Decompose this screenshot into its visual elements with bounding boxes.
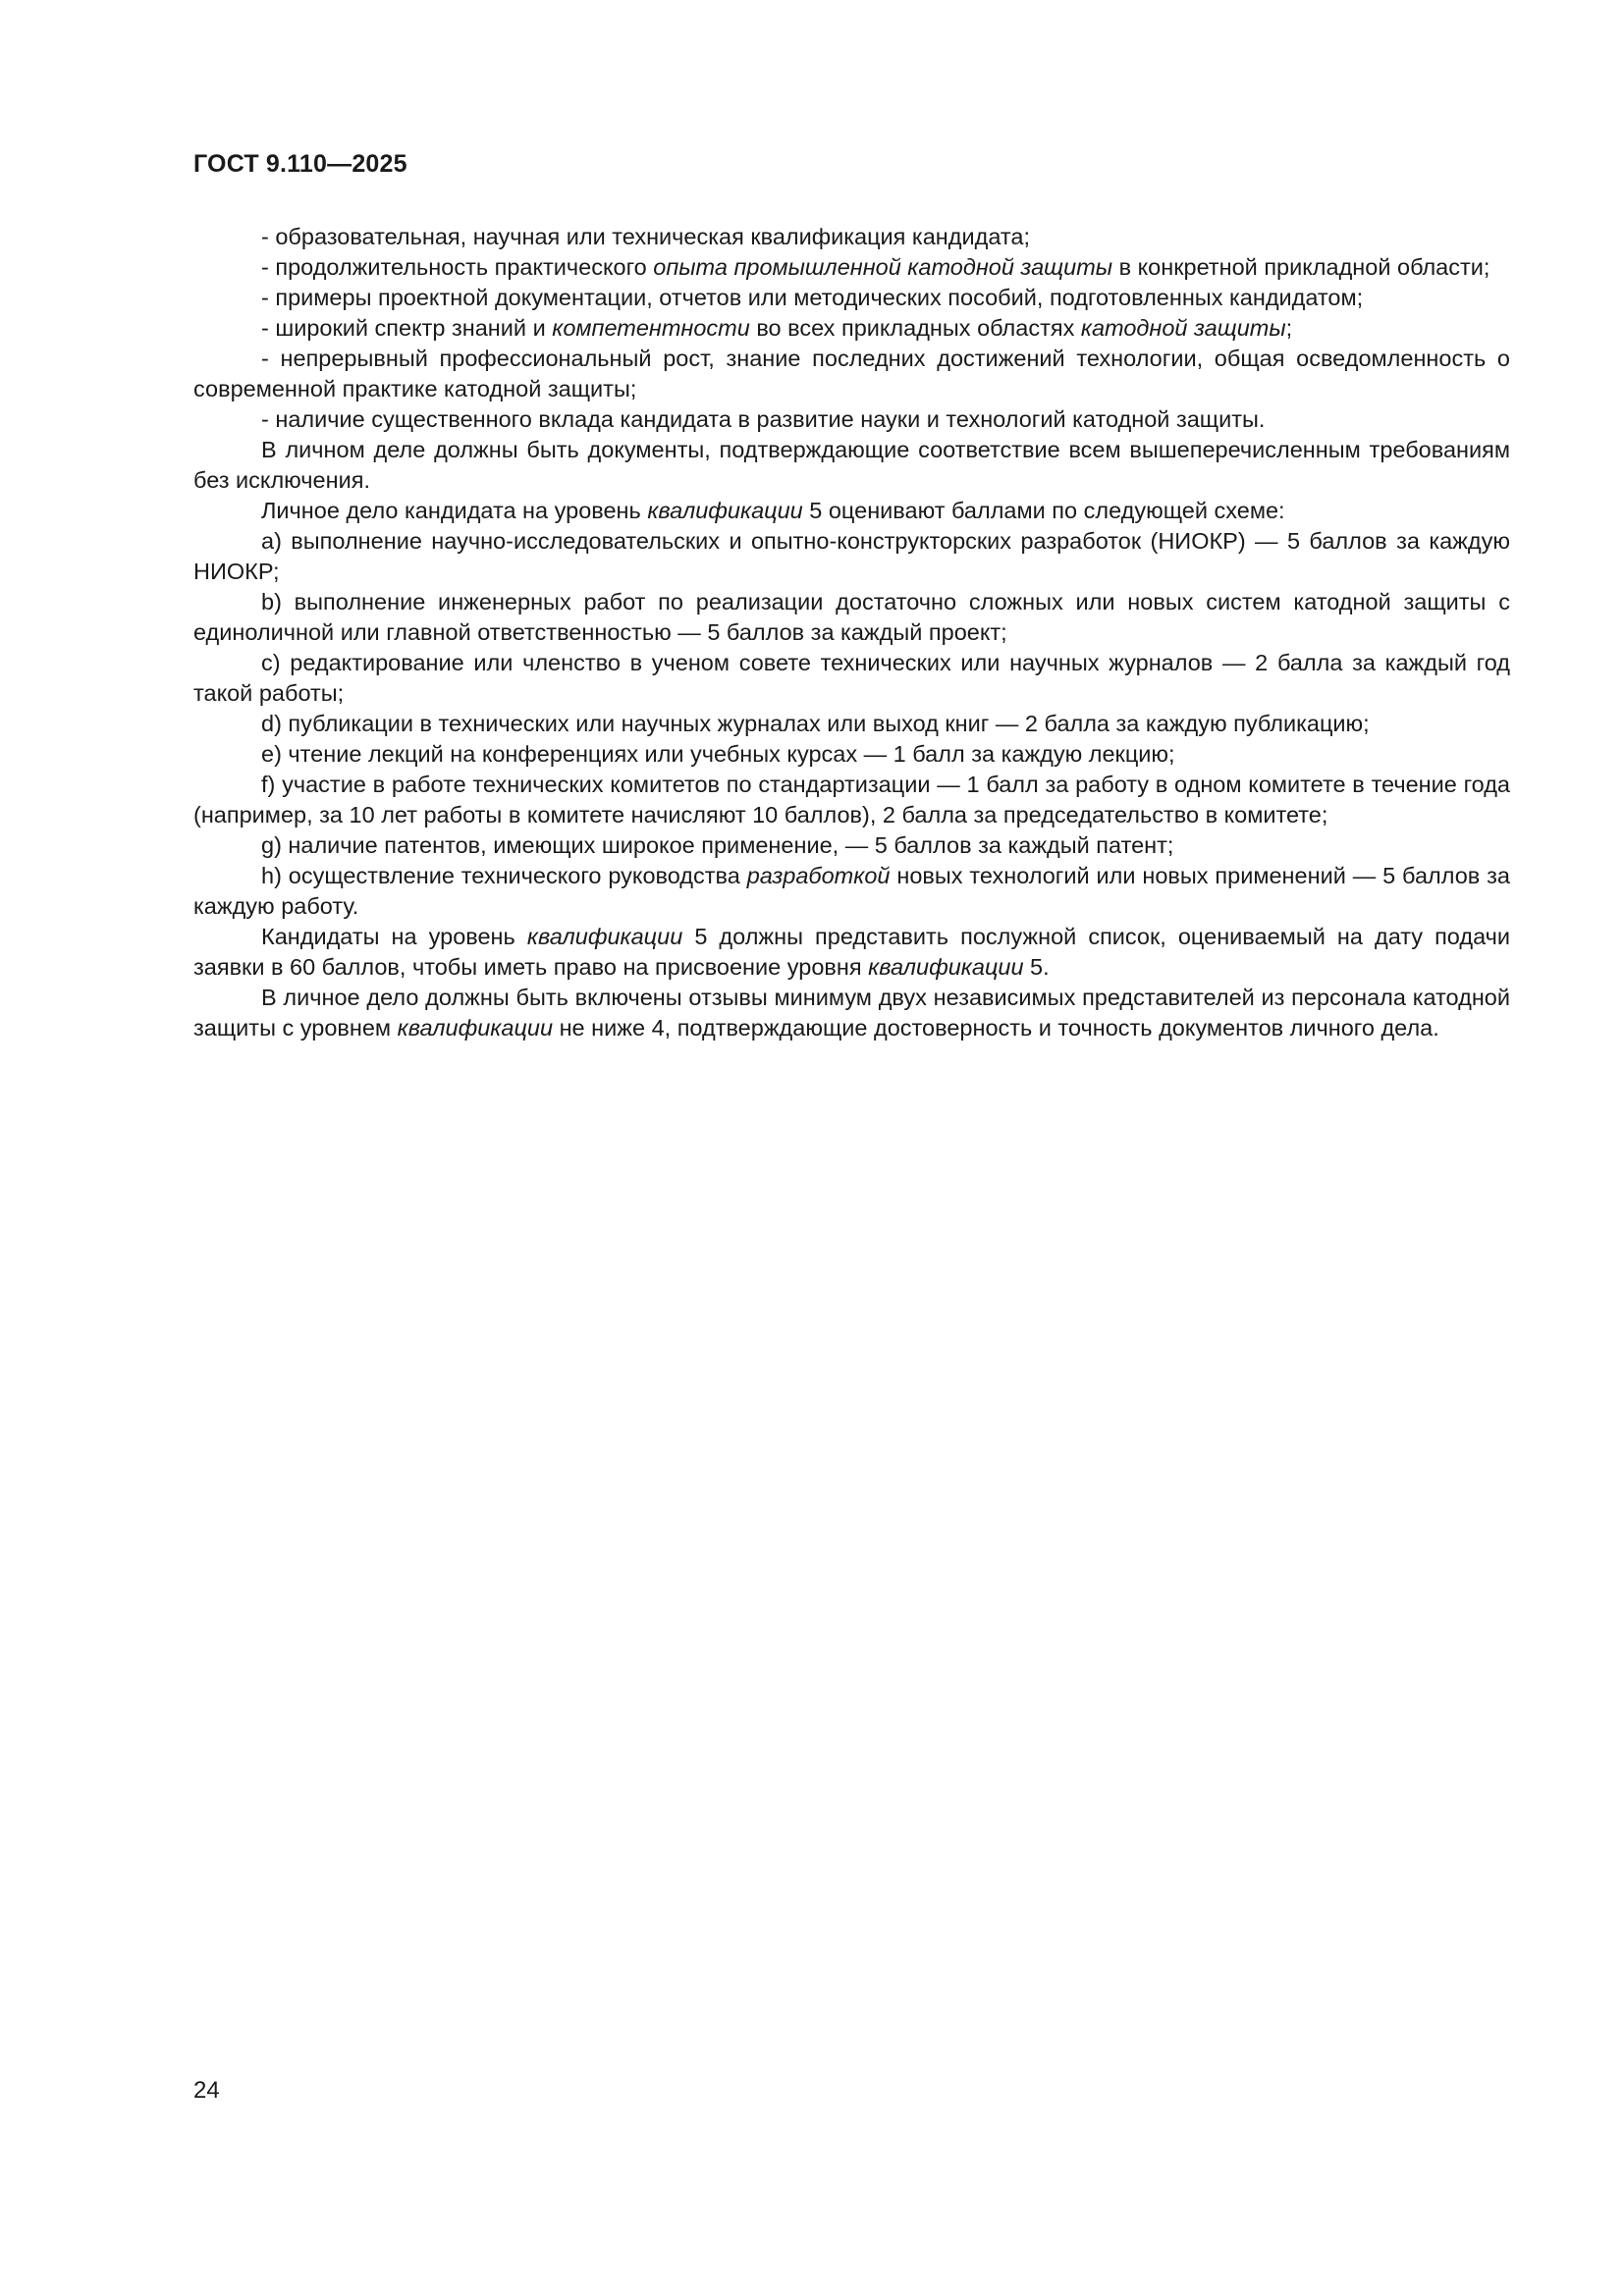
text-segment: во всех прикладных областях	[749, 315, 1081, 341]
paragraph	[193, 526, 1510, 587]
paragraph	[193, 252, 1510, 283]
text-segment: ;	[1285, 315, 1293, 341]
page-number: 24	[193, 2077, 220, 2104]
text-segment: - непрерывный профессиональный рост, знание последних достижений технологии, общая осведомленность о современной практике катодной защиты;	[193, 346, 1510, 401]
text-segment: f) участие в работе технических комитетов по стандартизации — 1 балл за работу в одном комитете в течение года (например, за 10 лет работы в комитете начисляют 10 баллов), 2 балла за председательство в комитете;	[193, 772, 1510, 828]
text-segment: e) чтение лекций на конференциях или учебных курсах — 1 балл за каждую лекцию;	[261, 741, 1175, 767]
italic-term: квалификации	[868, 954, 1024, 980]
document-body	[193, 222, 1510, 1043]
text-segment: - продолжительность практического	[261, 254, 654, 280]
text-segment: В личном деле должны быть документы, подтверждающие соответствие всем вышеперечисленным требованиям без исключения.	[193, 437, 1510, 493]
text-segment: В личное дело должны быть включены отзывы минимум двух независимых представителей из персонала катодной защиты с уровнем	[193, 985, 1510, 1041]
paragraph	[193, 222, 1510, 252]
text-segment: не ниже 4, подтверждающие достоверность и точность документов личного дела.	[553, 1015, 1439, 1041]
paragraph	[193, 709, 1510, 739]
document-code-header: ГОСТ 9.110—2025	[193, 150, 407, 178]
italic-term: квалификации	[397, 1015, 554, 1041]
paragraph	[193, 983, 1510, 1043]
paragraph	[193, 587, 1510, 648]
italic-term: катодной защиты	[1080, 315, 1286, 341]
paragraph	[193, 861, 1510, 922]
text-segment: b) выполнение инженерных работ по реализации достаточно сложных или новых систем катодной защиты с единоличной или главной ответственностью — 5 баллов за каждый проект;	[193, 589, 1510, 645]
paragraph	[193, 496, 1510, 526]
paragraph	[193, 435, 1510, 496]
paragraph	[193, 404, 1510, 435]
text-segment: в конкретной прикладной области;	[1112, 254, 1490, 280]
paragraph	[193, 648, 1510, 709]
text-segment: d) публикации в технических или научных журналах или выход книг — 2 балла за каждую публикацию;	[261, 711, 1370, 736]
text-segment: - образовательная, научная или техническая квалификация кандидата;	[261, 224, 1030, 249]
italic-term: компетентности	[552, 315, 750, 341]
paragraph	[193, 739, 1510, 770]
text-segment: g) наличие патентов, имеющих широкое применение, — 5 баллов за каждый патент;	[261, 832, 1174, 858]
text-segment: 5 должны представить послужной список, оцениваемый на дату подачи заявки в 60 баллов, чтобы иметь право на присвоение уровня	[193, 924, 1510, 980]
paragraph	[193, 283, 1510, 313]
text-segment: 5 оценивают баллами по следующей схеме:	[802, 498, 1285, 523]
text-segment: 5.	[1023, 954, 1050, 980]
text-segment: Личное дело кандидата на уровень	[261, 498, 648, 523]
text-segment: a) выполнение научно-исследовательских и опытно-конструкторских разработок (НИОКР) — 5 баллов за каждую НИОКР;	[193, 528, 1510, 584]
text-segment: c) редактирование или членство в ученом совете технических или научных журналов — 2 балла за каждый год такой работы;	[193, 650, 1510, 706]
paragraph	[193, 922, 1510, 983]
text-segment: - примеры проектной документации, отчетов или методических пособий, подготовленных кандидатом;	[261, 285, 1364, 310]
paragraph	[193, 344, 1510, 404]
italic-term: разработкой	[746, 863, 891, 888]
paragraph	[193, 830, 1510, 861]
italic-term: опыта промышленной катодной защиты	[653, 254, 1113, 280]
paragraph	[193, 313, 1510, 344]
paragraph	[193, 770, 1510, 830]
text-segment: Кандидаты на уровень	[261, 924, 527, 949]
text-segment: новых технологий или новых применений — 5 баллов за каждую работу.	[193, 863, 1510, 919]
text-segment: h) осуществление технического руководства	[261, 863, 747, 888]
italic-term: квалификации	[647, 498, 803, 523]
italic-term: квалификации	[526, 924, 683, 949]
text-segment: - наличие существенного вклада кандидата в развитие науки и технологий катодной защиты.	[261, 406, 1266, 432]
text-segment: - широкий спектр знаний и	[261, 315, 553, 341]
